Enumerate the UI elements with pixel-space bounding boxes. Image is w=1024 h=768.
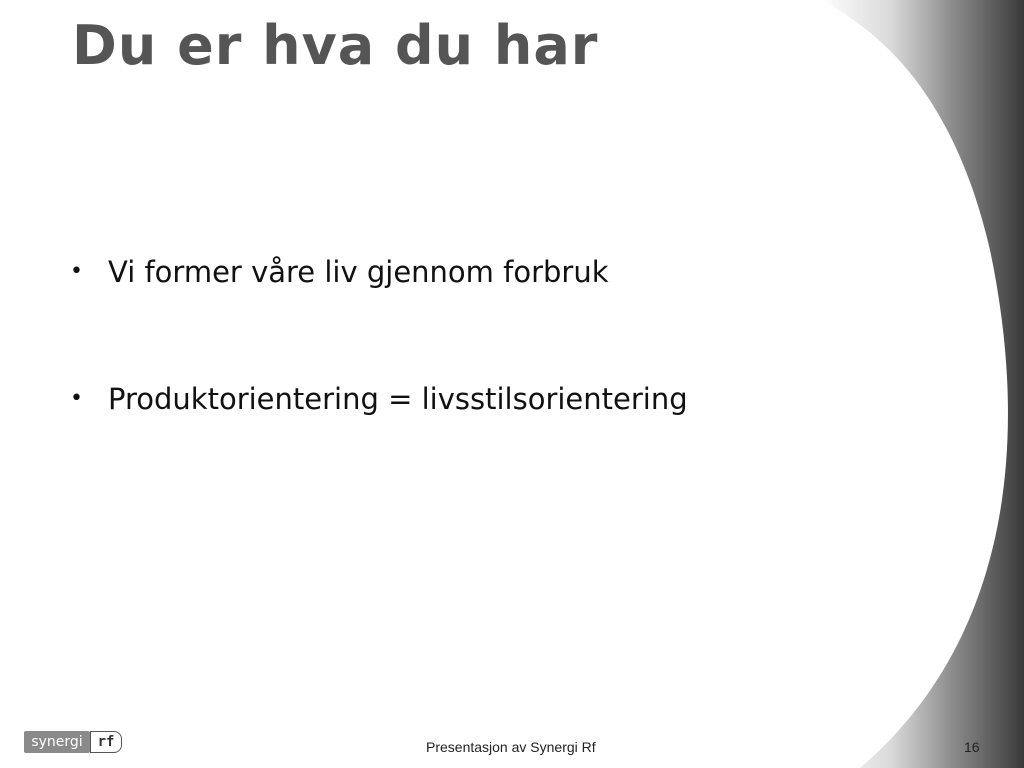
bullet-text: Vi former våre liv gjennom forbruk <box>108 255 609 289</box>
bullet-text: Produktorientering = livsstilsorientering <box>108 382 688 416</box>
bullet-list <box>68 252 688 419</box>
logo-main-text: synergi <box>24 731 90 753</box>
logo-suffix-text: rf <box>90 731 122 753</box>
bullet-icon: • <box>70 259 83 284</box>
bullet-icon: • <box>70 386 83 411</box>
footer-center-text: Presentasjon av Synergi Rf <box>426 739 596 755</box>
bullet-item <box>68 252 688 292</box>
page-number: 16 <box>964 739 980 755</box>
bullet-item <box>68 379 688 419</box>
synergi-rf-logo <box>24 731 124 753</box>
slide-title: Du er hva du har <box>72 14 599 77</box>
